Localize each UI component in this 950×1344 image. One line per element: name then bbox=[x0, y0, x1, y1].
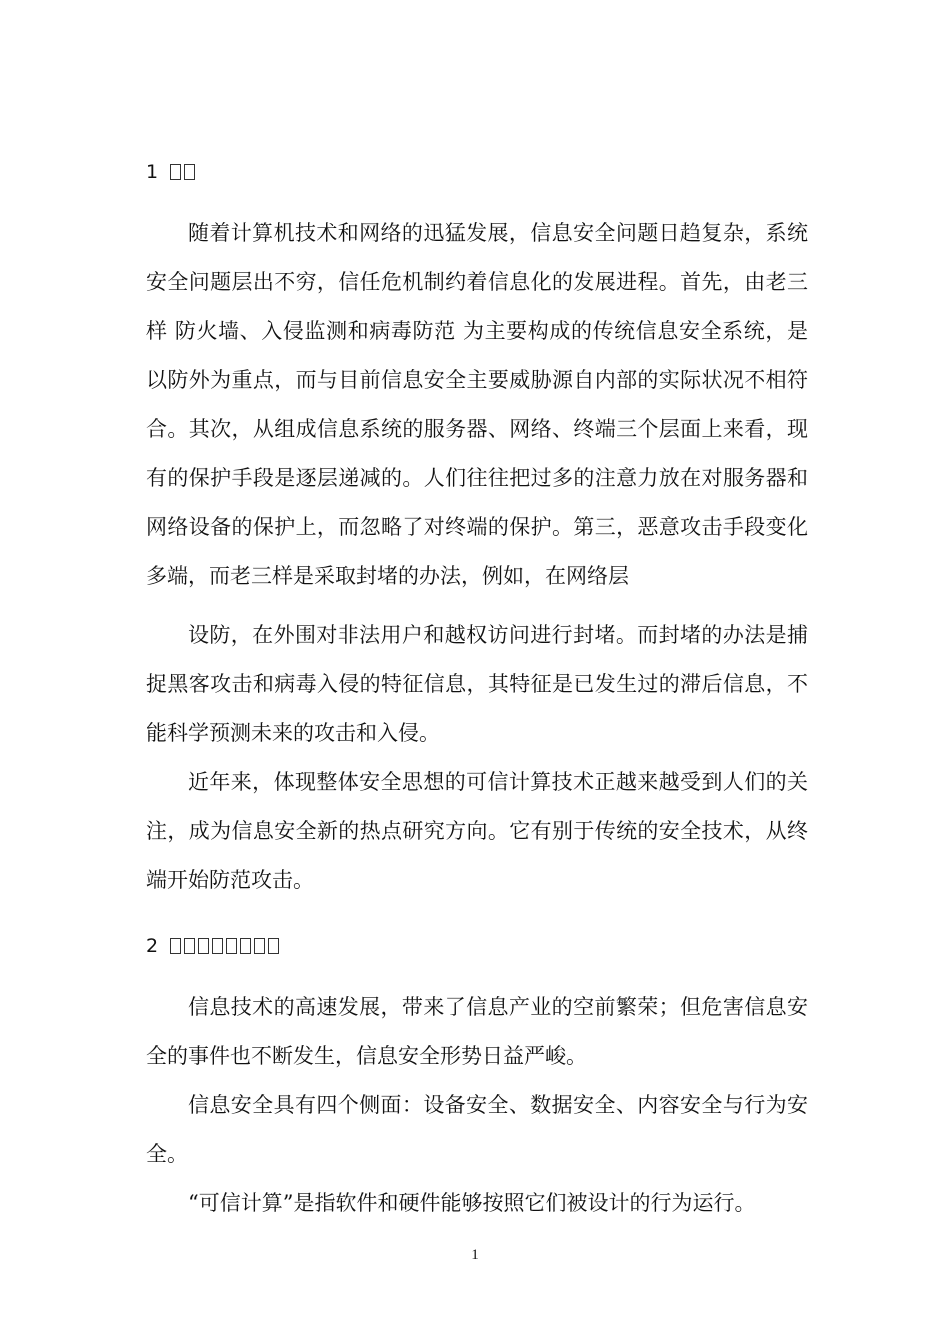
missing-glyph-icon bbox=[184, 938, 195, 954]
section-2-heading bbox=[146, 934, 282, 958]
section-1-number: 1 bbox=[146, 161, 159, 183]
missing-glyph-icon bbox=[240, 938, 251, 954]
section-1-heading bbox=[146, 160, 198, 184]
missing-glyph-icon bbox=[212, 938, 223, 954]
missing-glyph-icon bbox=[198, 938, 209, 954]
page-number: 1 bbox=[471, 1247, 479, 1263]
section-1-paragraph-3: 近年来，体现整体安全思想的可信计算技术正越来越受到人们的关注，成为信息安全新的热点研究方向。它有别于传统的安全技术，从终端开始防范攻击。 bbox=[146, 770, 808, 892]
missing-glyph-icon bbox=[170, 938, 181, 954]
section-1-paragraph-1: 随着计算机技术和网络的迅猛发展，信息安全问题日趋复杂，系统安全问题层出不穷，信任危机制约着信息化的发展进程。首先，由老三样 防火墙、入侵监测和病毒防范 为主要构成的传统信息安全系统，是以防外为重点，而与目前信息安全主要威胁源自内部的实际状况不相符合。其次，从组成信息系统的服务器、网络、终端三个层面上来看，现有的保护手段是逐层递减的。人们往往把过多的注意力放在对服务器和网络设备的保护上，而忽略了对终端的保护。第三，恶意攻击手段变化多端，而老三样是采取封堵的办法，例如，在网络层 bbox=[146, 221, 808, 588]
section-2-number: 2 bbox=[146, 935, 159, 957]
missing-glyph-icon bbox=[268, 938, 279, 954]
section-1-paragraph-2: 设防，在外围对非法用户和越权访问进行封堵。而封堵的办法是捕捉黑客攻击和病毒入侵的特征信息，其特征是已发生过的滞后信息，不能科学预测未来的攻击和入侵。 bbox=[146, 623, 808, 745]
section-2-paragraph-2: 信息安全具有四个侧面：设备安全、数据安全、内容安全与行为安全。 bbox=[146, 1093, 808, 1166]
missing-glyph-icon bbox=[226, 938, 237, 954]
section-2-paragraph-3: “可信计算”是指软件和硬件能够按照它们被设计的行为运行。 bbox=[188, 1191, 756, 1215]
missing-glyph-icon bbox=[254, 938, 265, 954]
missing-glyph-icon bbox=[170, 164, 181, 180]
section-2-paragraph-1: 信息技术的高速发展，带来了信息产业的空前繁荣；但危害信息安全的事件也不断发生，信息安全形势日益严峻。 bbox=[146, 995, 808, 1068]
missing-glyph-icon bbox=[184, 164, 195, 180]
